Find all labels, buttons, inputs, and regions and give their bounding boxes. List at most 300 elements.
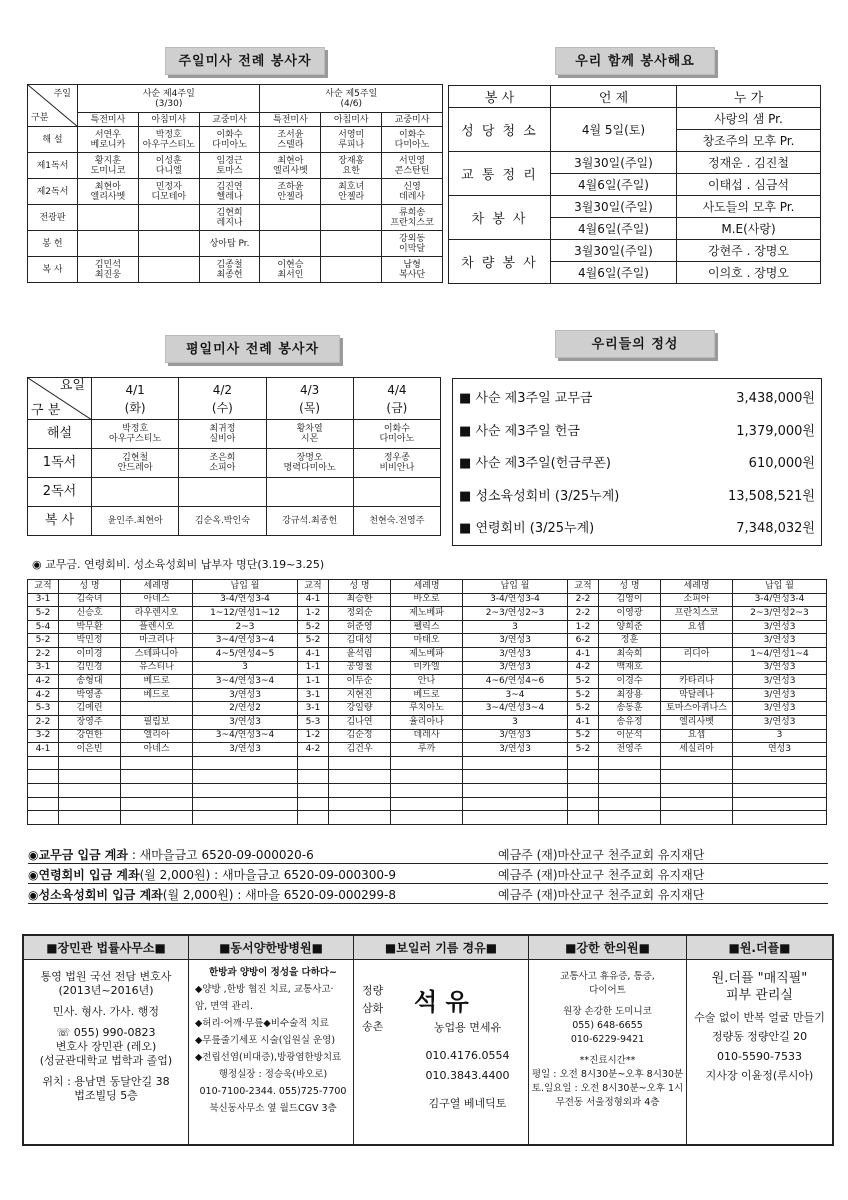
list-cell-empty <box>193 756 298 770</box>
together-who: 창조주의 모후 Pr. <box>677 130 821 152</box>
list-cell: 강연한 <box>59 729 121 743</box>
ad-title <box>24 936 188 960</box>
square-icon: ■ <box>485 941 498 955</box>
bullet-icon: ◉ <box>28 848 39 862</box>
week4-header <box>78 85 260 113</box>
table-row <box>28 743 827 757</box>
weekday-day-2 <box>179 378 266 420</box>
sunday-cell: 류희송 프란치스코 <box>382 205 443 231</box>
list-cell-empty <box>193 783 298 797</box>
list-cell: 4-1 <box>568 647 599 661</box>
offering-label-text: 사순 제3주일 헌금 <box>475 423 580 439</box>
sunday-cell <box>321 231 382 257</box>
sunday-cell: 신영 데레사 <box>382 179 443 205</box>
together-who: 이의호 . 장명오 <box>677 262 821 284</box>
sunday-cell: 서연우 베로니카 <box>78 127 139 153</box>
sunday-row <box>28 257 443 283</box>
list-cell: 3-4/연성3-4 <box>193 593 298 607</box>
list-cell-empty <box>298 770 329 784</box>
list-cell-empty <box>298 811 329 825</box>
together-when: 4월6일(주일) <box>551 174 677 196</box>
list-cell: 4-2 <box>298 743 329 757</box>
offering-value: 3,438,000원 <box>736 391 815 406</box>
list-cell: 3~4/연성3~4 <box>463 702 568 716</box>
list-cell: 4~6/연성4~6 <box>463 675 568 689</box>
list-cell: 3 <box>733 729 827 743</box>
together-who: 이태섭 . 심금석 <box>677 174 821 196</box>
ad-body <box>189 960 353 1121</box>
ad-line: ◆양방 ,한방 협진 치료, 교통사고· <box>195 984 334 995</box>
together-who: M.E(사랑) <box>677 218 821 240</box>
list-cell: 김대성 <box>329 634 391 648</box>
sunday-row <box>28 179 443 205</box>
square-icon: ■ <box>459 488 472 504</box>
weekday-row <box>28 420 441 449</box>
list-header: 성 명 <box>329 580 391 594</box>
list-cell: 5-2 <box>568 743 599 757</box>
corner-top: 주일 <box>53 89 71 99</box>
together-who: 사도들의 모후 Pr. <box>677 196 821 218</box>
square-icon: ■ <box>311 941 323 955</box>
square-icon: ■ <box>638 941 650 955</box>
list-cell-empty <box>298 797 329 811</box>
weekday-cell: 황차열 시몬 <box>266 420 353 449</box>
weekday-corner-cell <box>28 378 92 420</box>
ad-line: 교통사고 휴유증, 통증, <box>560 971 655 982</box>
list-cell: 2/연성2 <box>193 702 298 716</box>
weekday-cell <box>179 478 266 507</box>
list-cell: 3-4/연성3-4 <box>733 593 827 607</box>
table-row <box>28 661 827 675</box>
list-cell-empty <box>28 756 59 770</box>
list-cell: 5-3 <box>298 715 329 729</box>
sunday-row <box>28 153 443 179</box>
mass-col-header: 특전미사 <box>78 113 139 127</box>
ad-line: 055) 648-6655 <box>572 1020 643 1031</box>
weekday-cell <box>266 478 353 507</box>
ad-line: 지사장 이윤정(루시아) <box>705 1069 814 1082</box>
together-when: 4월6일(주일) <box>551 218 677 240</box>
ad-line: (2013년~2016년) <box>58 984 154 997</box>
list-cell: 전영주 <box>599 743 661 757</box>
ad-line: 북신동사무소 옆 월드CGV 3층 <box>209 1103 337 1114</box>
weekday-date: 4/1 <box>125 382 145 397</box>
table-row <box>28 715 827 729</box>
together-row <box>449 240 821 262</box>
ad-line: 010-7100-2344. 055)725-7700 <box>199 1086 347 1097</box>
ad-big: 석 유 <box>414 988 469 1016</box>
account-line <box>28 866 828 884</box>
sunday-mass-table <box>27 84 443 283</box>
list-cell-empty <box>329 783 391 797</box>
weekday-cell: 최귀정 실비아 <box>179 420 266 449</box>
sunday-cell <box>321 257 382 283</box>
list-cell: 베드로 <box>121 688 193 702</box>
together-header-who: 누 가 <box>677 86 821 108</box>
weekday-row-label: 해설 <box>28 420 92 449</box>
sunday-cell: 김민석 최진웅 <box>78 257 139 283</box>
sunday-cell: 남형 복사단 <box>382 257 443 283</box>
bullet-icon: ◉ <box>28 868 39 882</box>
list-cell: 이두순 <box>329 675 391 689</box>
sunday-cell: 이성훈 다니엘 <box>138 153 199 179</box>
list-cell: 김민경 <box>59 661 121 675</box>
list-cell: 백재호 <box>599 661 661 675</box>
square-icon: ■ <box>219 941 231 955</box>
list-cell: 3/연성3 <box>733 688 827 702</box>
list-cell: 정외순 <box>329 607 391 621</box>
list-cell-empty <box>599 811 661 825</box>
list-cell: 김나연 <box>329 715 391 729</box>
list-cell: 3-1 <box>28 593 59 607</box>
list-cell: 송동훈 <box>599 702 661 716</box>
account-left <box>28 866 396 884</box>
list-cell: 4-1 <box>28 743 59 757</box>
list-cell: 1-2 <box>298 729 329 743</box>
list-cell: 윤석림 <box>329 647 391 661</box>
weekday-dow: (수) <box>211 400 233 415</box>
sunday-cell: 조서윤 스텔라 <box>260 127 321 153</box>
ad-lines <box>410 1018 525 1114</box>
list-cell: 박무환 <box>59 620 121 634</box>
together-row <box>449 152 821 174</box>
ad-line <box>410 1086 525 1094</box>
offering-row <box>459 416 815 448</box>
list-header: 세례명 <box>391 580 463 594</box>
weekday-cell: 김현철 안드레아 <box>92 449 179 478</box>
week5-header <box>260 85 443 113</box>
sunday-cell <box>138 231 199 257</box>
square-icon: ■ <box>565 941 577 955</box>
account-holder: 예금주 (재)마산교구 천주교회 유지재단 <box>498 868 705 882</box>
list-cell: 최숙희 <box>599 647 661 661</box>
list-cell: 1~4/연성1~4 <box>733 647 827 661</box>
list-cell-empty <box>28 770 59 784</box>
offering-row <box>459 481 815 513</box>
offering-label <box>459 481 619 513</box>
offering-value: 610,000원 <box>748 456 815 471</box>
list-cell: 필립보 <box>121 715 193 729</box>
list-cell-empty <box>329 811 391 825</box>
list-cell-empty <box>59 797 121 811</box>
sunday-cell <box>321 205 382 231</box>
mass-col-header: 교중미사 <box>199 113 260 127</box>
ad-body <box>687 960 832 1092</box>
list-cell: 3~4/연성3~4 <box>193 729 298 743</box>
weekday-corner-bottom: 구 분 <box>31 403 61 418</box>
list-cell: 스테파니아 <box>121 647 193 661</box>
list-cell: 3-4/연성3-4 <box>463 593 568 607</box>
list-cell-empty <box>661 770 733 784</box>
list-cell: 펠릭스 <box>391 620 463 634</box>
list-cell: 3-2 <box>28 729 59 743</box>
weekday-cell: 천현숙.전영주 <box>353 507 440 536</box>
list-cell: 데레사 <box>391 729 463 743</box>
list-cell: 3/연성3 <box>463 634 568 648</box>
offering-value: 1,379,000원 <box>736 423 815 439</box>
list-cell-empty <box>463 756 568 770</box>
together-header-when: 언 제 <box>551 86 677 108</box>
list-cell: 5-2 <box>28 634 59 648</box>
list-cell: 3/연성3 <box>463 729 568 743</box>
list-cell: 베드로 <box>391 688 463 702</box>
list-cell: 4-2 <box>28 688 59 702</box>
sunday-cell: 최현아 엘리사벳 <box>78 179 139 205</box>
list-cell: 마크리나 <box>121 634 193 648</box>
list-cell: 5-2 <box>568 675 599 689</box>
ad-title-text: 강한 한의원 <box>576 941 639 955</box>
list-cell <box>661 661 733 675</box>
offering-label <box>459 383 592 415</box>
weekday-cell: 박정호 아우구스티노 <box>92 420 179 449</box>
table-row <box>28 634 827 648</box>
list-header: 세례명 <box>121 580 193 594</box>
ad-box <box>24 936 189 1144</box>
list-cell-empty <box>28 783 59 797</box>
list-cell: 이문석 <box>599 729 661 743</box>
sunday-cell: 이화수 다미아노 <box>382 127 443 153</box>
ad-line <box>531 1047 684 1054</box>
list-cell: 3/연성3 <box>733 715 827 729</box>
week5-date: (4/6) <box>340 98 362 109</box>
weekday-corner-top: 요일 <box>59 378 85 393</box>
ad-line: 010.3843.4400 <box>425 1069 510 1082</box>
ad-body <box>354 960 528 1140</box>
offering-row <box>459 383 815 415</box>
list-cell: 3/연성3 <box>733 675 827 689</box>
ad-title-text: 동서양한방병원 <box>230 941 312 955</box>
table-row-empty <box>28 770 827 784</box>
list-cell-empty <box>733 811 827 825</box>
list-cell: 박민정 <box>59 634 121 648</box>
list-cell: 엘리아 <box>121 729 193 743</box>
sunday-row-label: 전광판 <box>28 205 78 231</box>
together-when: 3월30일(주일) <box>551 240 677 262</box>
sunday-cell: 임경근 토마스 <box>199 153 260 179</box>
list-cell: 안나 <box>391 675 463 689</box>
list-cell: 5-3 <box>28 702 59 716</box>
weekday-day-3 <box>266 378 353 420</box>
ad-line: ◆무릎줄기세포 시술(입원실 운영) <box>195 1035 336 1046</box>
list-cell: 1-1 <box>298 675 329 689</box>
sunday-cell: 최호녀 안젤라 <box>321 179 382 205</box>
together-when: 4월 5일(토) <box>551 108 677 152</box>
list-cell: 김건우 <box>329 743 391 757</box>
together-task: 교 통 정 리 <box>449 152 551 196</box>
list-cell: 양희준 <box>599 620 661 634</box>
list-cell: 4-2 <box>28 675 59 689</box>
offering-label <box>459 448 611 480</box>
ad-line: 원.더플 "매직필" <box>711 971 808 986</box>
list-cell: 최장용 <box>599 688 661 702</box>
ad-line: ◆전립선염(비대증),방광염한방치료 <box>195 1052 342 1063</box>
list-cell: 3/연성3 <box>193 688 298 702</box>
list-cell: 3/연성3 <box>463 647 568 661</box>
together-header-what: 봉 사 <box>449 86 551 108</box>
list-cell-empty <box>329 770 391 784</box>
account-label: 연령회비 입금 계좌 <box>38 868 140 882</box>
list-cell-empty <box>661 783 733 797</box>
table-row <box>28 593 827 607</box>
together-when: 3월30일(주일) <box>551 196 677 218</box>
offering-row <box>459 448 815 480</box>
weekday-cell: 정우종 비비안나 <box>353 449 440 478</box>
ad-box <box>354 936 529 1144</box>
ad-line <box>26 998 186 1005</box>
list-cell: 2-2 <box>28 647 59 661</box>
list-cell: 리디아 <box>661 647 733 661</box>
table-row <box>28 729 827 743</box>
list-cell: 막달레나 <box>661 688 733 702</box>
list-cell: 3-1 <box>298 702 329 716</box>
weekday-mass-table <box>27 377 441 536</box>
list-cell: 요셉 <box>661 729 733 743</box>
account-label: 교무금 입금 계좌 <box>38 848 128 862</box>
offering-label <box>459 416 580 448</box>
ad-box <box>529 936 687 1144</box>
ad-line: (성균관대학교 법학과 졸업) <box>39 1054 173 1067</box>
list-cell: 3 <box>193 661 298 675</box>
weekday-day-4 <box>353 378 440 420</box>
table-row <box>28 675 827 689</box>
list-cell: 5-2 <box>568 729 599 743</box>
together-who: 강현주 . 장명오 <box>677 240 821 262</box>
ad-line: 정량동 정량안길 20 <box>711 1030 808 1043</box>
ad-line: ◆허리·어깨·무릎◆비수술적 치료 <box>195 1018 329 1029</box>
sunday-cell <box>138 205 199 231</box>
together-who: 정재운 . 김진철 <box>677 152 821 174</box>
sunday-cell: 김진연 헬레나 <box>199 179 260 205</box>
table-row-empty <box>28 797 827 811</box>
list-cell: 프란치스코 <box>661 607 733 621</box>
list-cell: 김영이 <box>599 593 661 607</box>
list-cell: 율리아나 <box>391 715 463 729</box>
ad-body <box>24 960 188 1113</box>
list-header: 납입 월 <box>463 580 568 594</box>
list-cell: 2-2 <box>568 607 599 621</box>
list-cell: 5-4 <box>28 620 59 634</box>
ad-line: 010-5590-7533 <box>717 1049 802 1063</box>
sunday-cell: 이화수 다미아노 <box>199 127 260 153</box>
square-icon: ■ <box>459 521 472 536</box>
list-cell: 마태오 <box>391 634 463 648</box>
table-row <box>28 688 827 702</box>
account-line <box>28 886 828 904</box>
account-bank: : 새마을 6520-09-000299-8 <box>237 888 397 902</box>
ad-line: 토.일요일 : 오전 8시30분~오후 1시 <box>531 1083 684 1094</box>
sunday-row-label: 해 설 <box>28 127 78 153</box>
ad-side-line: 삼화 <box>362 1002 384 1015</box>
list-cell: 3/연성3 <box>733 702 827 716</box>
list-cell: 4~5/연성4~5 <box>193 647 298 661</box>
sunday-cell <box>260 205 321 231</box>
list-cell: 4-1 <box>298 647 329 661</box>
list-cell: 세실리아 <box>661 743 733 757</box>
list-cell: 3 <box>463 715 568 729</box>
table-row-empty <box>28 783 827 797</box>
mass-col-header: 특전미사 <box>260 113 321 127</box>
ad-line: 무전동 서울정형외과 4층 <box>555 1097 660 1108</box>
list-cell: 4-1 <box>298 593 329 607</box>
sunday-cell: 강외동 이막달 <box>382 231 443 257</box>
list-cell: 3-1 <box>298 688 329 702</box>
account-left <box>28 846 314 864</box>
weekday-row-label: 2독서 <box>28 478 92 507</box>
ad-title <box>354 936 528 960</box>
ad-side-line: 정량 <box>362 984 384 997</box>
list-cell: 5-2 <box>568 688 599 702</box>
ad-line: 농업용 면세유 <box>433 1021 502 1034</box>
list-cell: 3/연성3 <box>193 715 298 729</box>
list-cell-empty <box>59 756 121 770</box>
weekday-cell: 김순옥.박인숙 <box>179 507 266 536</box>
list-cell-empty <box>121 770 193 784</box>
together-table <box>448 85 821 284</box>
list-cell: 1-2 <box>568 620 599 634</box>
list-cell-empty <box>661 756 733 770</box>
weekday-row <box>28 507 441 536</box>
account-left <box>28 886 396 904</box>
list-cell-empty <box>599 797 661 811</box>
list-cell-empty <box>599 783 661 797</box>
list-cell-empty <box>329 797 391 811</box>
together-row <box>449 196 821 218</box>
ad-title <box>687 936 832 960</box>
weekday-date: 4/4 <box>387 382 407 397</box>
ad-line: ☏ 055) 990-0823 <box>56 1026 156 1039</box>
list-cell-empty <box>298 783 329 797</box>
offering-value: 13,508,521원 <box>728 488 815 504</box>
ad-line: 피부 관리실 <box>726 988 793 1003</box>
weekday-cell: 윤인주.최현아 <box>92 507 179 536</box>
mass-col-header: 교중미사 <box>382 113 443 127</box>
ad-line: 통영 법원 국선 전담 변호사 <box>40 970 172 983</box>
list-cell-empty <box>193 797 298 811</box>
list-cell-empty <box>193 770 298 784</box>
list-cell-empty <box>661 811 733 825</box>
ad-title <box>529 936 686 960</box>
list-cell-empty <box>121 797 193 811</box>
list-cell-empty <box>463 770 568 784</box>
account-note: (월 2,000원) <box>139 868 211 882</box>
ad-line: 010.4176.0554 <box>425 1049 510 1062</box>
list-cell: 엘리사벳 <box>661 715 733 729</box>
ad-side-line: 송촌 <box>362 1020 384 1033</box>
list-cell-empty <box>733 783 827 797</box>
weekday-cell <box>92 478 179 507</box>
list-cell: 강일량 <box>329 702 391 716</box>
weekday-cell: 강규석.최종헌 <box>266 507 353 536</box>
list-cell: 플렌시오 <box>121 620 193 634</box>
table-row-empty <box>28 811 827 825</box>
list-header: 교적 <box>298 580 329 594</box>
list-header: 납입 월 <box>733 580 827 594</box>
list-cell-empty <box>298 756 329 770</box>
ad-body <box>529 960 686 1120</box>
ad-line <box>26 1068 186 1075</box>
list-cell: 김순정 <box>329 729 391 743</box>
list-cell: 김예린 <box>59 702 121 716</box>
list-cell-empty <box>391 811 463 825</box>
account-note: (월 2,000원) <box>162 888 234 902</box>
weekday-row-label: 복 사 <box>28 507 92 536</box>
list-cell: 3/연성3 <box>463 743 568 757</box>
together-when: 4월6일(주일) <box>551 262 677 284</box>
sunday-cell <box>138 257 199 283</box>
list-cell: 5-2 <box>28 607 59 621</box>
list-cell-empty <box>329 756 391 770</box>
table-row <box>28 620 827 634</box>
